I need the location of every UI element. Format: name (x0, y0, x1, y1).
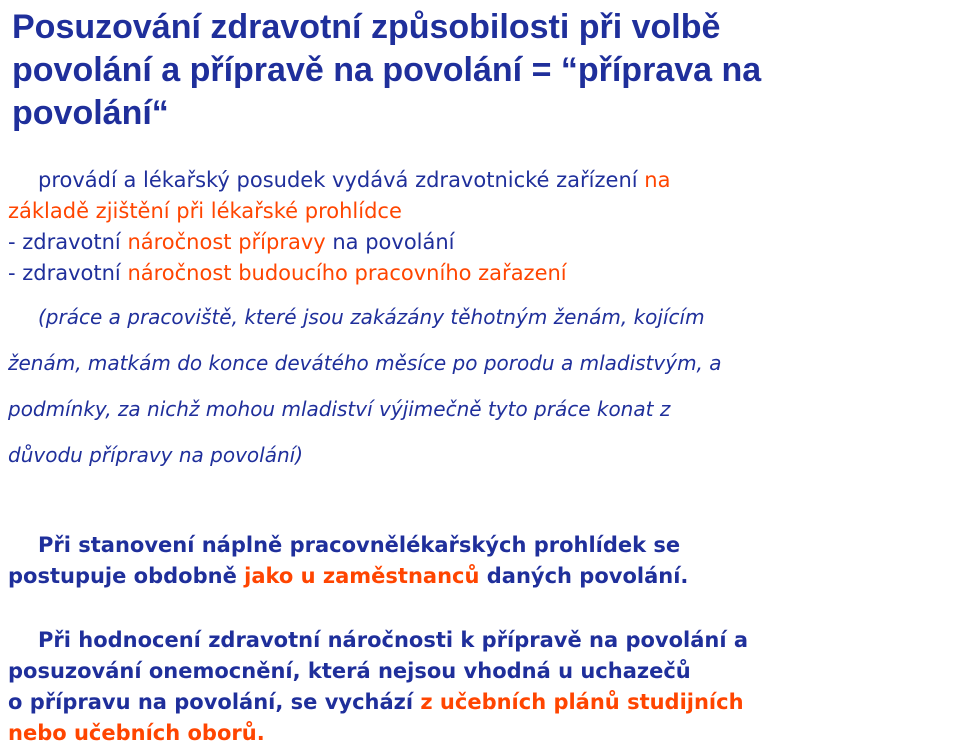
intro-line-3 (8, 227, 455, 258)
intro-line-4 (8, 258, 567, 289)
bullet-highlight: náročnost přípravy (127, 230, 333, 254)
note-line-1: (práce a pracoviště, které jsou zakázány těhotným ženám, kojícím (38, 305, 705, 329)
para2-line-1: Při hodnocení zdravotní náročnosti k přípravě na povolání a (38, 628, 749, 652)
title-line-2: povolání a přípravě na povolání = “příprava na (12, 51, 762, 89)
para-highlight: z učebních plánů studijních (420, 690, 744, 714)
bullet-text: - zdravotní (8, 230, 128, 254)
bullet-highlight: náročnost budoucího pracovního zařazení (127, 261, 567, 285)
intro-line-2: základě zjištění při lékařské prohlídce (8, 199, 402, 223)
note-line-2: ženám, matkám do konce devátého měsíce po porodu a mladistvým, a (8, 351, 722, 375)
title-line-1: Posuzování zdravotní způsobilosti při volbě (12, 8, 721, 46)
para2-line-2: posuzování onemocnění, která nejsou vhodná u uchazečů (8, 659, 691, 683)
para1-line-1: Při stanovení náplně pracovnělékařských prohlídek se (38, 533, 681, 557)
para1-line-2 (8, 564, 688, 588)
para2-line-4: nebo učebních oborů. (8, 721, 265, 745)
title-line-3: povolání“ (12, 94, 169, 132)
para2-line-3 (8, 690, 744, 714)
page-title (12, 6, 952, 135)
intro-highlight: na (644, 168, 671, 192)
bullet-text: - zdravotní (8, 261, 128, 285)
para-text: daných povolání. (486, 564, 689, 588)
para-text: o přípravu na povolání, se vychází (8, 690, 421, 714)
intro-line-1 (38, 165, 670, 196)
note-line-4: důvodu přípravy na povolání) (8, 443, 303, 467)
intro-text: provádí a lékařský posudek vydává zdravotnické zařízení (38, 168, 645, 192)
bullet-text: na povolání (332, 230, 455, 254)
note-line-3: podmínky, za nichž mohou mladiství výjimečně tyto práce konat z (8, 397, 671, 421)
para-text: postupuje obdobně (8, 564, 245, 588)
para-highlight: jako u zaměstnanců (244, 564, 487, 588)
